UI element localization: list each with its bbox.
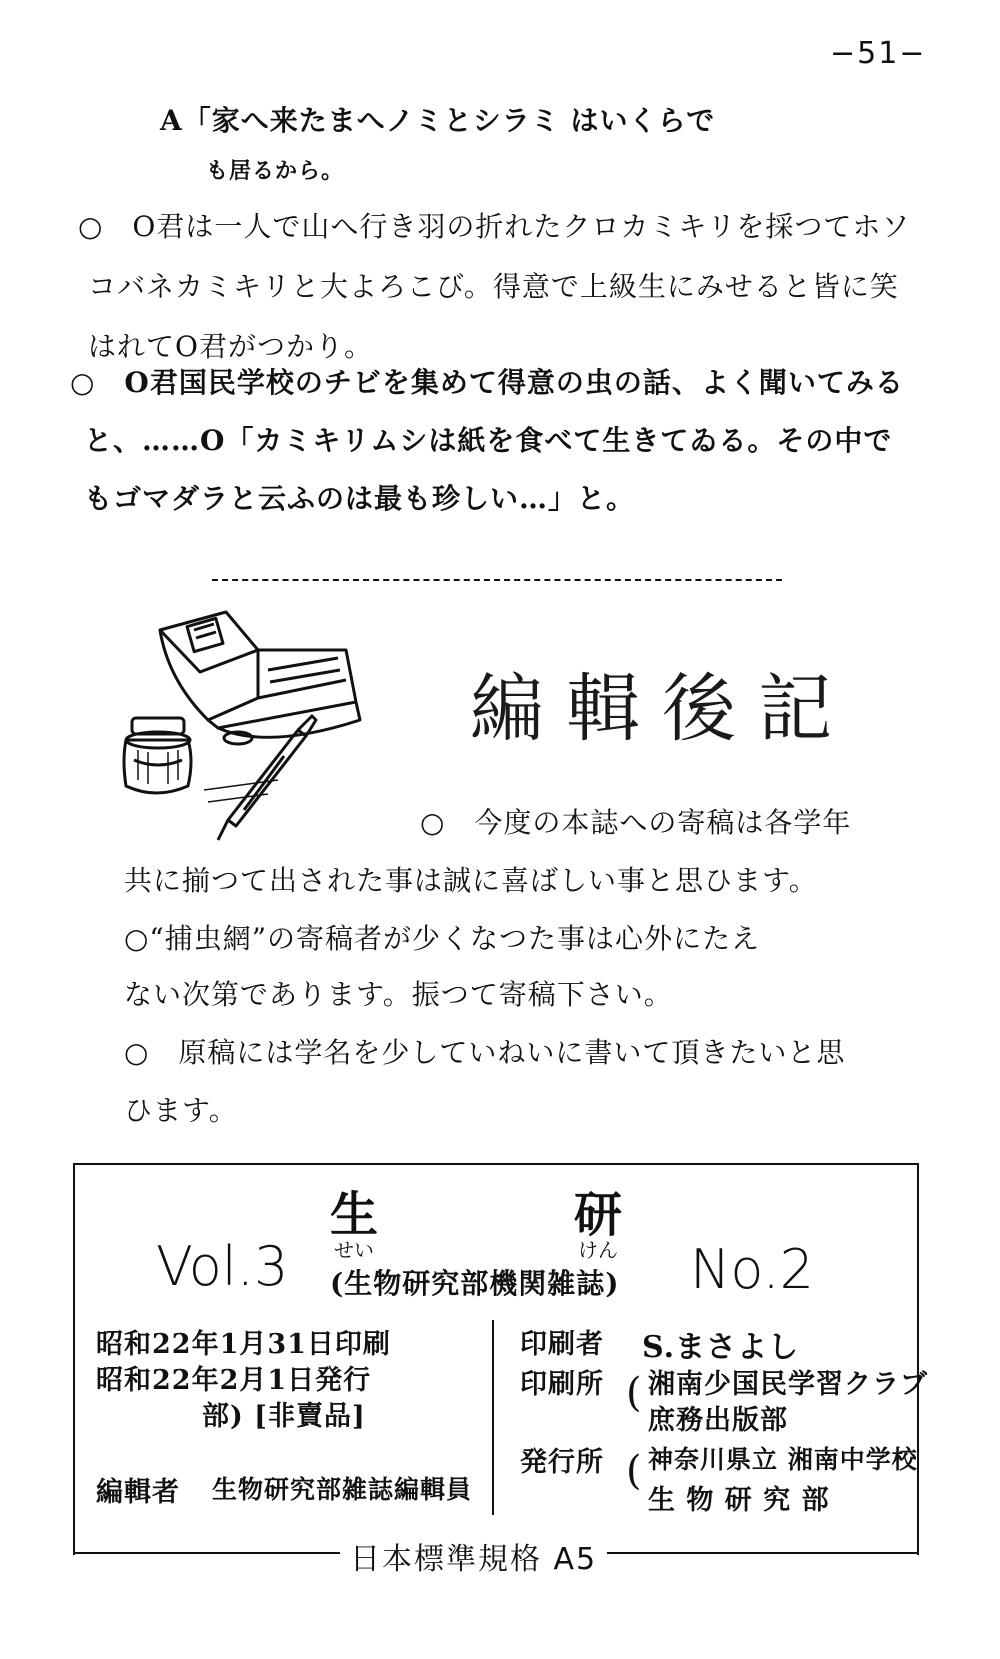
afterword-p3-line-2: ひます。 (124, 1094, 238, 1127)
afterword-p2-line-1: ○“捕虫網”の寄稿者が少くなつた事は心外にたえ (124, 922, 761, 955)
afterword-title: 編輯後記 (470, 666, 854, 752)
afterword-p1-line-1: ○ 今度の本誌への寄稿は各学年 (420, 806, 852, 839)
quote-line-2: も居るから。 (206, 158, 345, 184)
print-shop-label: 印刷所 (520, 1369, 604, 1400)
publisher-line-1: 神奈川県立 湘南中学校 (648, 1445, 918, 1474)
section-divider (212, 579, 782, 585)
issued-date: 昭和22年2月1日発行 (96, 1365, 372, 1396)
paper-size-spec: 日本標準規格 A5 (340, 1534, 607, 1578)
print-shop-line-2: 庶務出版部 (648, 1405, 788, 1436)
publisher-line-2: 生 物 研 究 部 (648, 1485, 830, 1516)
editor-label: 編輯者 (96, 1477, 180, 1508)
item1-line-2: コバネカミキリと大よろこび。得意で上級生にみせると皆に笑 (88, 270, 899, 303)
item2-line-2: と、……O「カミキリムシは紙を食べて生きてゐる。その中で (84, 424, 893, 457)
page-number: −51− (830, 36, 927, 71)
magazine-name-char-1: 生 (330, 1187, 379, 1243)
print-shop-bracket: ( (626, 1370, 642, 1416)
magazine-name-ruby-1: せい (334, 1238, 374, 1262)
publisher-label: 発行所 (520, 1447, 604, 1478)
printer-value: S.まさよし (642, 1330, 800, 1365)
magazine-subtitle: (生物研究部機関雑誌) (330, 1267, 620, 1300)
volume-number: Vol.3 (156, 1235, 289, 1298)
not-for-sale-note: 部) [非賣品] (202, 1401, 366, 1432)
printer-label: 印刷者 (520, 1329, 604, 1360)
item1-line-1: ○ O君は一人で山へ行き羽の折れたクロカミキリを採つてホソ (78, 210, 911, 243)
printed-date: 昭和22年1月31日印刷 (96, 1329, 391, 1360)
book-and-ink-illustration (108, 610, 448, 860)
afterword-p1-line-2: 共に揃つて出された事は誠に喜ばしい事と思ひます。 (124, 864, 818, 897)
item2-line-3: もゴマダラと云ふのは最も珍しい…」と。 (84, 482, 636, 515)
publisher-bracket: ( (626, 1448, 642, 1494)
item1-line-3: はれてO君がつかり。 (88, 330, 373, 363)
editor-value: 生物研究部雑誌編輯員 (212, 1475, 473, 1504)
afterword-p2-line-2: ない次第であります。振つて寄稿下さい。 (124, 978, 673, 1011)
magazine-name-char-2: 研 (574, 1187, 623, 1243)
afterword-p3-line-1: ○ 原稿には学名を少していねいに書いて頂きたいと思 (124, 1036, 846, 1069)
colophon-column-divider (492, 1320, 494, 1515)
quote-line-1: A「家へ来たまへノミとシラミ はいくらで (160, 104, 716, 137)
magazine-name-ruby-2: けん (578, 1238, 618, 1262)
item2-line-1: ○ O君国民学校のチビを集めて得意の虫の話、よく聞いてみる (70, 366, 904, 399)
issue-number: No.2 (690, 1238, 815, 1301)
print-shop-line-1: 湘南少国民学習クラブ (648, 1369, 928, 1400)
